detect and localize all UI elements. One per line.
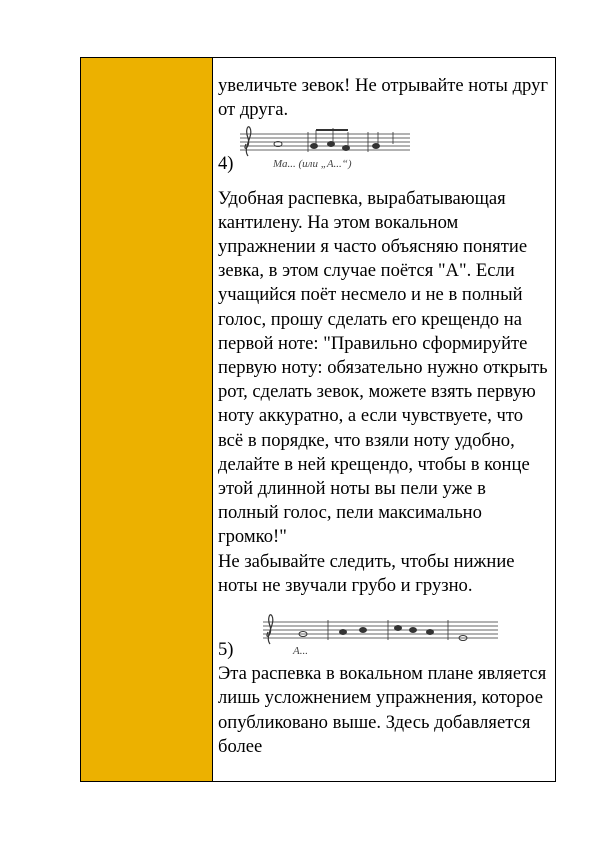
paragraph-exercise-4: Удобная распевка, вырабатывающая кантилену. На этом вокальном упражнении я часто объясняю понятие зевка, в этом случае поётся "А". Если учащийся поёт несмело и не в полный голос, прошу сделать его крещендо на первой ноте: "Правильно сформируйте первую ноту: обязательно нужно открыть рот, сделать зевок, можете взять первую ноту аккуратно, а если чувствуете, что всё в порядке, что взяли ноту удобно, делайте в ней крещендо, чтобы в конце этой длинной ноты вы пели уже в полный голос, пели максимально громко!"	[218, 187, 548, 548]
paragraph-intro: увеличьте зевок! Не отрывайте ноты друг от друга.	[218, 75, 549, 121]
layout-table	[80, 57, 556, 782]
handwritten-syllables-5: А...	[293, 645, 308, 658]
paragraph-warning: Не забывайте следить, чтобы нижние ноты не звучали грубо и грузно.	[218, 550, 515, 596]
example-number-4: 4)	[218, 153, 234, 175]
example-number-5: 5)	[218, 639, 234, 661]
paragraph-exercise-5: Эта распевка в вокальном плане является лишь усложнением упражнения, которое опубликовано выше. Здесь добавляется более	[218, 663, 547, 757]
colored-side-column	[81, 58, 213, 781]
handwritten-syllables-4: Ма... (или „А...“)	[273, 158, 352, 171]
text-column	[213, 58, 555, 781]
